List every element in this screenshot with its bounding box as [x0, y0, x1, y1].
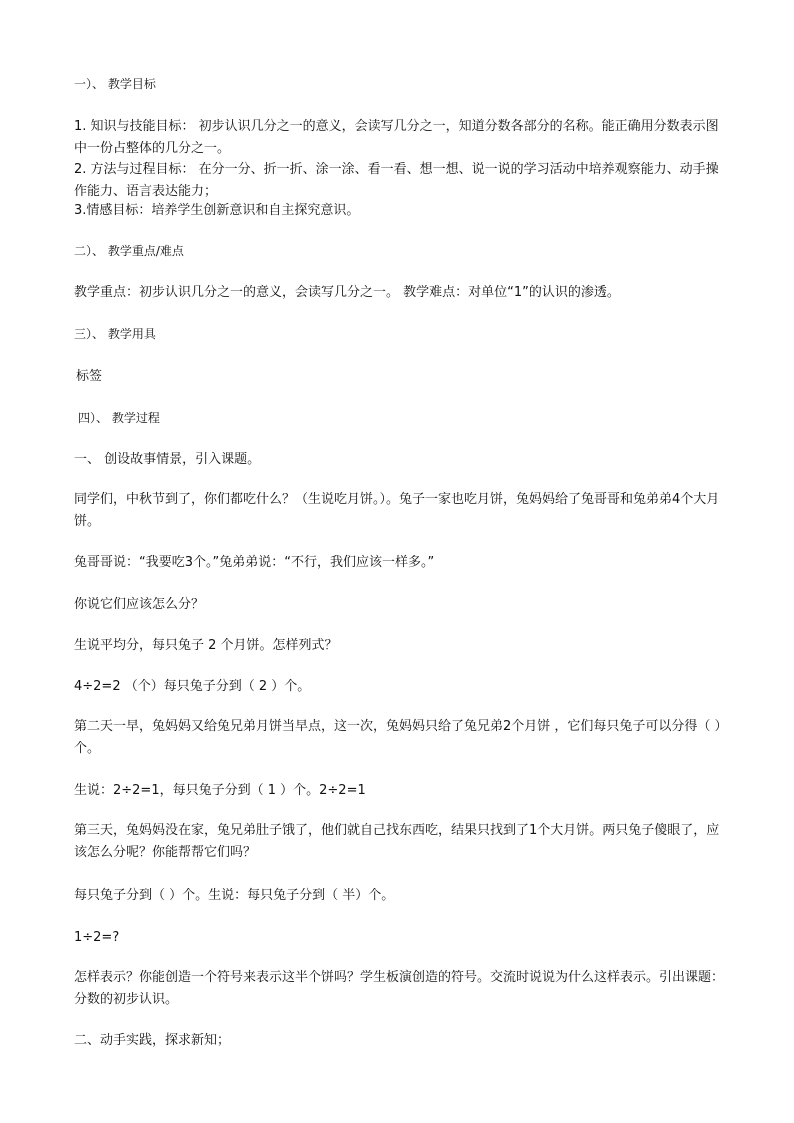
step-1-heading: 一、 创设故事情景，引入课题。	[74, 452, 261, 467]
step-2-heading: 二、动手实践，探求新知；	[74, 1033, 231, 1048]
story-paragraph-5: 4÷2=2 （个）每只兔子分到（ 2 ）个。	[74, 679, 311, 694]
keypoints-heading: 二）、 教学重点/难点	[74, 244, 184, 258]
story-paragraph-9: 每只兔子分到（ ）个。生说：每只兔子分到（ 半）个。	[74, 888, 395, 903]
story-paragraph-7: 生说：2÷2=1，每只兔子分到（ 1 ）个。2÷2=1	[74, 783, 366, 798]
story-paragraph-8: 第三天，兔妈妈没在家，兔兄弟肚子饿了，他们就自己找东西吃，结果只找到了1个大月饼。两只兔子傻眼了，应该怎么分呢？你能帮帮它们吗？	[74, 823, 720, 860]
story-paragraph-6: 第二天一早，兔妈妈又给兔兄弟月饼当早点，这一次，兔妈妈只给了兔兄弟2个月饼 ，它们每只兔子可以分得（ ）个。	[74, 719, 722, 756]
story-paragraph-3: 你说它们应该怎么分？	[74, 597, 205, 612]
story-paragraph-2: 兔哥哥说：“我要吃3个。”兔弟弟说：“不行，我们应该一样多。”	[74, 555, 435, 570]
story-paragraph-4: 生说平均分，每只兔子 2 个月饼。怎样列式？	[74, 638, 338, 653]
tools-text: 标签	[76, 369, 103, 384]
tools-heading: 三）、 教学用具	[74, 327, 156, 341]
story-paragraph-10: 1÷2=?	[74, 930, 120, 945]
objective-2: 2. 方法与过程目标： 在分一分、折一折、涂一涂、看一看、想一想、说一说的学习活动中培养观察能力、动手操作能力、语言表达能力；	[74, 162, 719, 199]
objective-1: 1. 知识与技能目标： 初步认识几分之一的意义，会读写几分之一，知道分数各部分的名称。能正确用分数表示图中一份占整体的几分之一。	[74, 119, 719, 156]
objective-3: 3.情感目标：培养学生创新意识和自主探究意识。	[74, 203, 360, 218]
story-paragraph-1: 同学们，中秋节到了，你们都吃什么？（生说吃月饼。）。兔子一家也吃月饼，兔妈妈给了兔哥哥和兔弟弟4个大月饼。	[74, 492, 720, 529]
keypoints-text: 教学重点：初步认识几分之一的意义，会读写几分之一。 教学难点：对单位“1”的认识的渗透。	[74, 285, 620, 300]
story-paragraph-11: 怎样表示？你能创造一个符号来表示这半个饼吗？学生板演创造的符号。交流时说说为什么这样表示。引出课题：分数的初步认识。	[74, 970, 725, 1007]
process-heading: 四）、 教学过程	[78, 411, 160, 425]
objectives-heading: 一）、 教学目标	[74, 77, 156, 91]
